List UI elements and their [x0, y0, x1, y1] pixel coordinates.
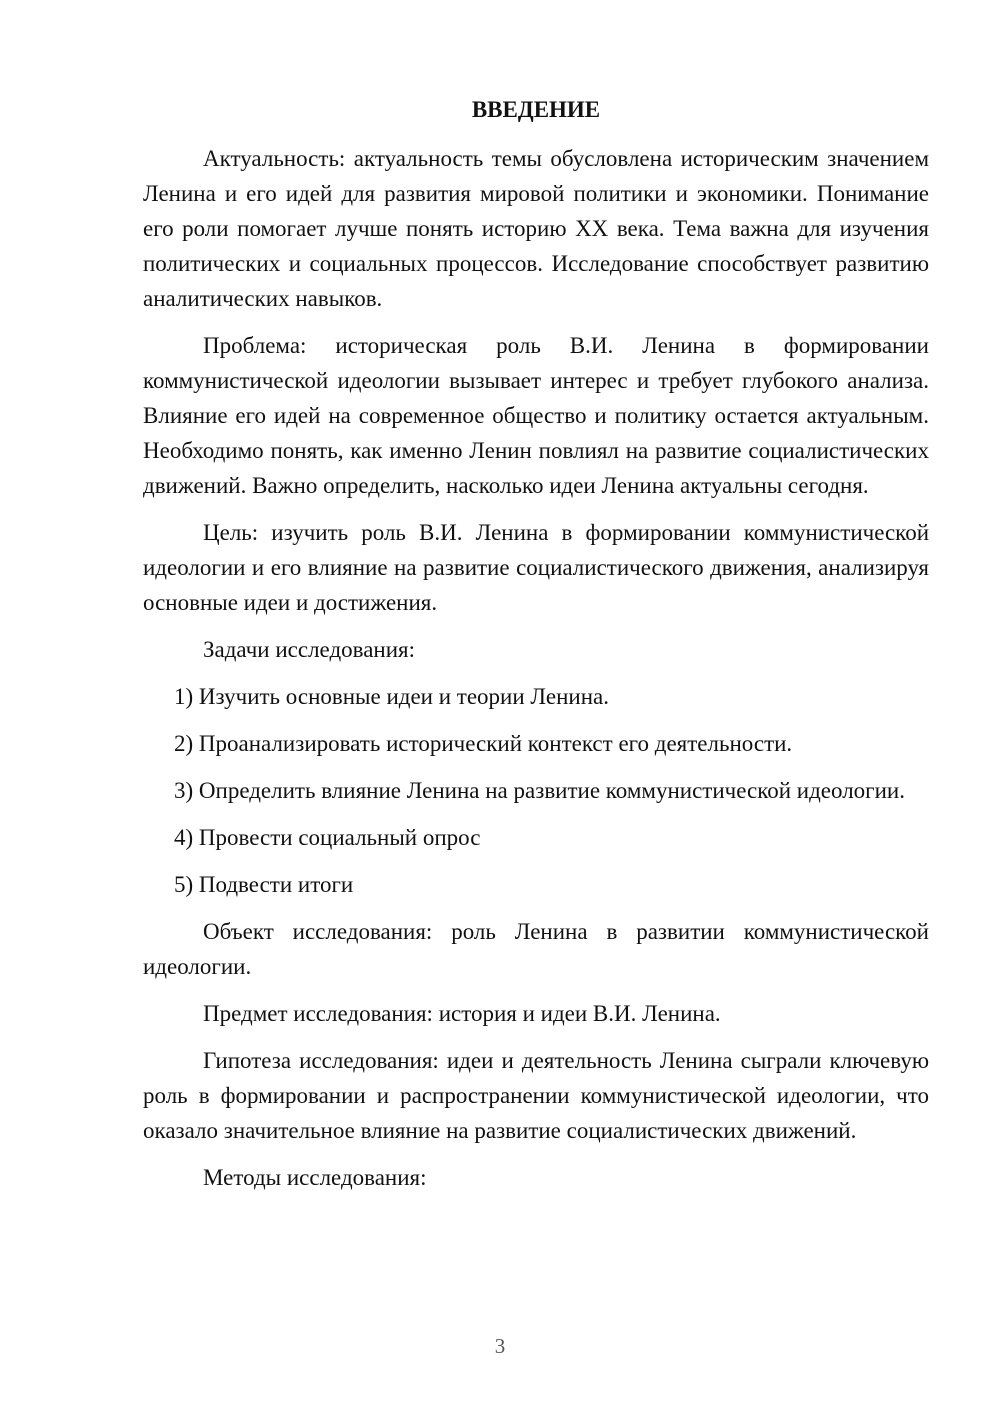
- page-number: 3: [494, 1334, 506, 1358]
- paragraph-subject: Предмет исследования: история и идеи В.И. Ленина.: [203, 1001, 721, 1026]
- methods-heading: Методы исследования:: [203, 1165, 427, 1190]
- task-item-2: 2) Проанализировать исторический контекст его деятельности.: [174, 731, 793, 756]
- task-item-5: 5) Подвести итоги: [174, 872, 354, 897]
- tasks-heading: Задачи исследования:: [203, 637, 416, 662]
- page-title: ВВЕДЕНИЕ: [471, 97, 601, 122]
- document-page: [143, 92, 929, 1207]
- task-item-3: 3) Определить влияние Ленина на развитие коммунистической идеологии.: [174, 778, 905, 803]
- paragraph-relevance: Актуальность: актуальность темы обусловлена историческим значением Ленина и его идей для развития мировой политики и экономики. Понимание его роли помогает лучше понять историю XX века. Тема важна для изучения политических и социальных процессов. Исследование способствует развитию аналитических навыков.: [143, 146, 929, 311]
- task-item-1: 1) Изучить основные идеи и теории Ленина.: [174, 684, 609, 709]
- paragraph-hypothesis: Гипотеза исследования: идеи и деятельность Ленина сыграли ключевую роль в формировании и распространении коммунистической идеологии, что оказало значительное влияние на развитие социалистических движений.: [143, 1048, 929, 1143]
- task-item-4: 4) Провести социальный опрос: [174, 825, 481, 850]
- paragraph-problem: Проблема: историческая роль В.И. Ленина в формировании коммунистической идеологии вызывает интерес и требует глубокого анализа. Влияние его идей на современное общество и политику остается актуальным. Необходимо понять, как именно Ленин повлиял на развитие социалистических движений. Важно определить, насколько идеи Ленина актуальны сегодня.: [143, 333, 929, 498]
- paragraph-goal: Цель: изучить роль В.И. Ленина в формировании коммунистической идеологии и его влияние на развитие социалистического движения, анализируя основные идеи и достижения.: [143, 520, 929, 615]
- paragraph-object: Объект исследования: роль Ленина в развитии коммунистической идеологии.: [143, 919, 929, 979]
